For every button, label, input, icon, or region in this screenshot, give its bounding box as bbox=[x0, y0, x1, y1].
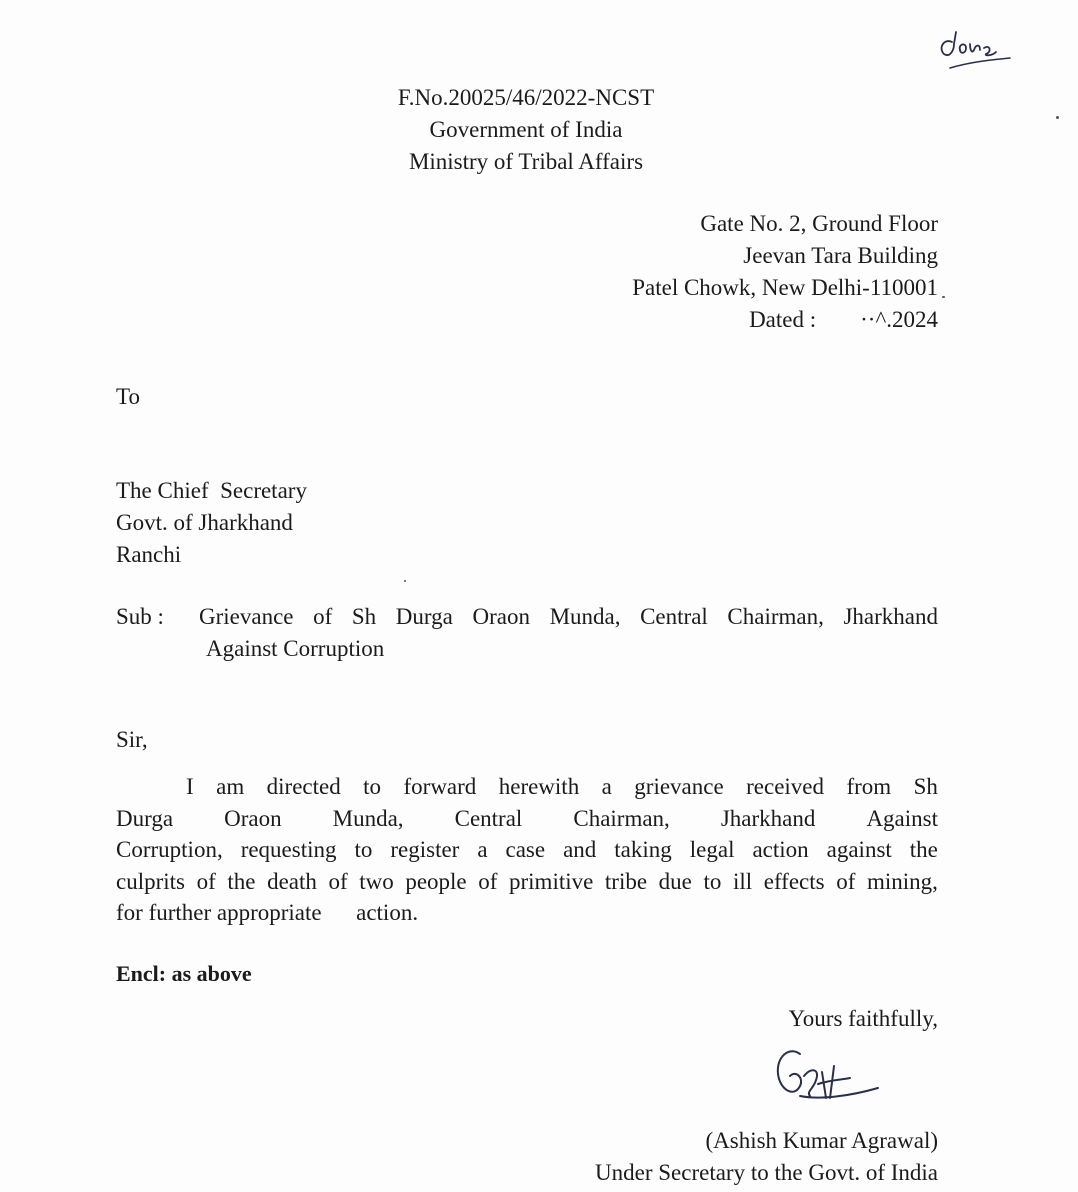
scan-speck bbox=[942, 296, 945, 298]
subject-word: Jharkhand bbox=[843, 604, 938, 629]
body-word: Jharkhand bbox=[720, 805, 816, 831]
to-label: To bbox=[116, 384, 140, 409]
body-word: case bbox=[505, 837, 546, 862]
body-word: requesting bbox=[240, 837, 337, 862]
address-line-2: Jeevan Tara Building bbox=[743, 243, 938, 268]
handwritten-note-done bbox=[930, 30, 1020, 90]
subject-word: Munda, bbox=[549, 604, 621, 629]
body-word: directed bbox=[266, 774, 341, 799]
subject-line-1 bbox=[199, 601, 938, 633]
body-word: due bbox=[658, 868, 692, 894]
body-word: am bbox=[216, 774, 245, 799]
body-word: a bbox=[601, 774, 612, 799]
dated-row bbox=[632, 304, 938, 336]
signatory-name: (Ashish Kumar Agrawal) bbox=[705, 1128, 938, 1153]
subject-word: Sh bbox=[351, 604, 377, 629]
body-word: Central bbox=[454, 805, 523, 831]
body-word: a bbox=[477, 837, 488, 862]
body-word: Chairman, bbox=[573, 805, 670, 831]
body-word: action bbox=[752, 837, 809, 862]
body-word: of bbox=[836, 868, 856, 894]
body-word: against bbox=[826, 837, 892, 862]
body-line-2 bbox=[116, 803, 938, 835]
body-word: to bbox=[703, 868, 722, 894]
body-word: death bbox=[267, 868, 317, 894]
body-word: people bbox=[405, 868, 467, 894]
addressee-line-1: The Chief Secretary bbox=[116, 478, 307, 503]
body-word: Durga bbox=[116, 805, 174, 831]
body-word: primitive bbox=[509, 868, 594, 894]
body-word: received bbox=[746, 774, 825, 799]
body-word: from bbox=[846, 774, 892, 799]
body-word: I bbox=[186, 774, 194, 799]
subject-word: Central bbox=[640, 604, 708, 629]
scan-speck bbox=[404, 580, 406, 582]
body-word: of bbox=[328, 868, 348, 894]
sender-address bbox=[632, 208, 938, 336]
enclosure-note: Encl: as above bbox=[116, 961, 252, 986]
subject-word: Chairman, bbox=[727, 604, 824, 629]
scan-speck bbox=[1056, 116, 1059, 119]
body-word: forward bbox=[403, 774, 477, 799]
letter-header bbox=[300, 82, 752, 178]
closing-phrase: Yours faithfully, bbox=[788, 1006, 938, 1031]
body-word: tribe bbox=[604, 868, 648, 894]
body-word: to bbox=[363, 774, 382, 799]
dated-label: Dated : bbox=[749, 307, 817, 332]
government-name: Government of India bbox=[429, 117, 623, 142]
body-word: and bbox=[563, 837, 597, 862]
subject-word: Grievance bbox=[199, 604, 294, 629]
address-line-3: Patel Chowk, New Delhi-110001 bbox=[632, 275, 938, 300]
body-word: the bbox=[909, 837, 938, 862]
subject-line-2: Against Corruption bbox=[206, 636, 385, 661]
addressee-line-3: Ranchi bbox=[116, 542, 182, 567]
body-line-3 bbox=[116, 834, 938, 866]
body-line-4 bbox=[116, 866, 938, 898]
body-word: Oraon bbox=[224, 805, 282, 831]
subject-label: Sub : bbox=[116, 604, 164, 629]
addressee-line-2: Govt. of Jharkhand bbox=[116, 510, 293, 535]
body-word: Corruption, bbox=[116, 837, 223, 862]
body-word: Sh bbox=[913, 774, 938, 799]
body-word: Against bbox=[866, 805, 938, 831]
subject-word: of bbox=[313, 604, 333, 629]
file-number: F.No.20025/46/2022-NCST bbox=[397, 85, 655, 110]
body-word: herewith bbox=[498, 774, 580, 799]
body-paragraph bbox=[116, 771, 938, 929]
body-word: grievance bbox=[634, 774, 724, 799]
body-word: of bbox=[478, 868, 498, 894]
body-word: register bbox=[390, 837, 460, 862]
body-word: mining, bbox=[866, 868, 938, 894]
salutation: Sir, bbox=[116, 727, 148, 752]
body-word: of bbox=[196, 868, 216, 894]
handwritten-signature bbox=[760, 1036, 890, 1126]
address-line-1: Gate No. 2, Ground Floor bbox=[700, 211, 938, 236]
body-line-5: for further appropriate action. bbox=[116, 900, 419, 925]
subject-word: Durga bbox=[395, 604, 453, 629]
ministry-name: Ministry of Tribal Affairs bbox=[408, 149, 644, 174]
body-word: legal bbox=[689, 837, 735, 862]
dated-value: ··^.2024 bbox=[860, 307, 938, 332]
subject-word: Oraon bbox=[472, 604, 530, 629]
body-word: the bbox=[227, 868, 256, 894]
body-word: Munda, bbox=[332, 805, 404, 831]
body-word: to bbox=[354, 837, 373, 862]
body-line-1 bbox=[116, 771, 938, 803]
body-word: taking bbox=[614, 837, 672, 862]
body-word: two bbox=[359, 868, 394, 894]
signatory-designation: Under Secretary to the Govt. of India bbox=[595, 1160, 938, 1185]
addressee-block bbox=[116, 475, 307, 571]
body-word: effects bbox=[763, 868, 825, 894]
body-word: ill bbox=[732, 868, 753, 894]
body-word: culprits bbox=[116, 868, 185, 894]
